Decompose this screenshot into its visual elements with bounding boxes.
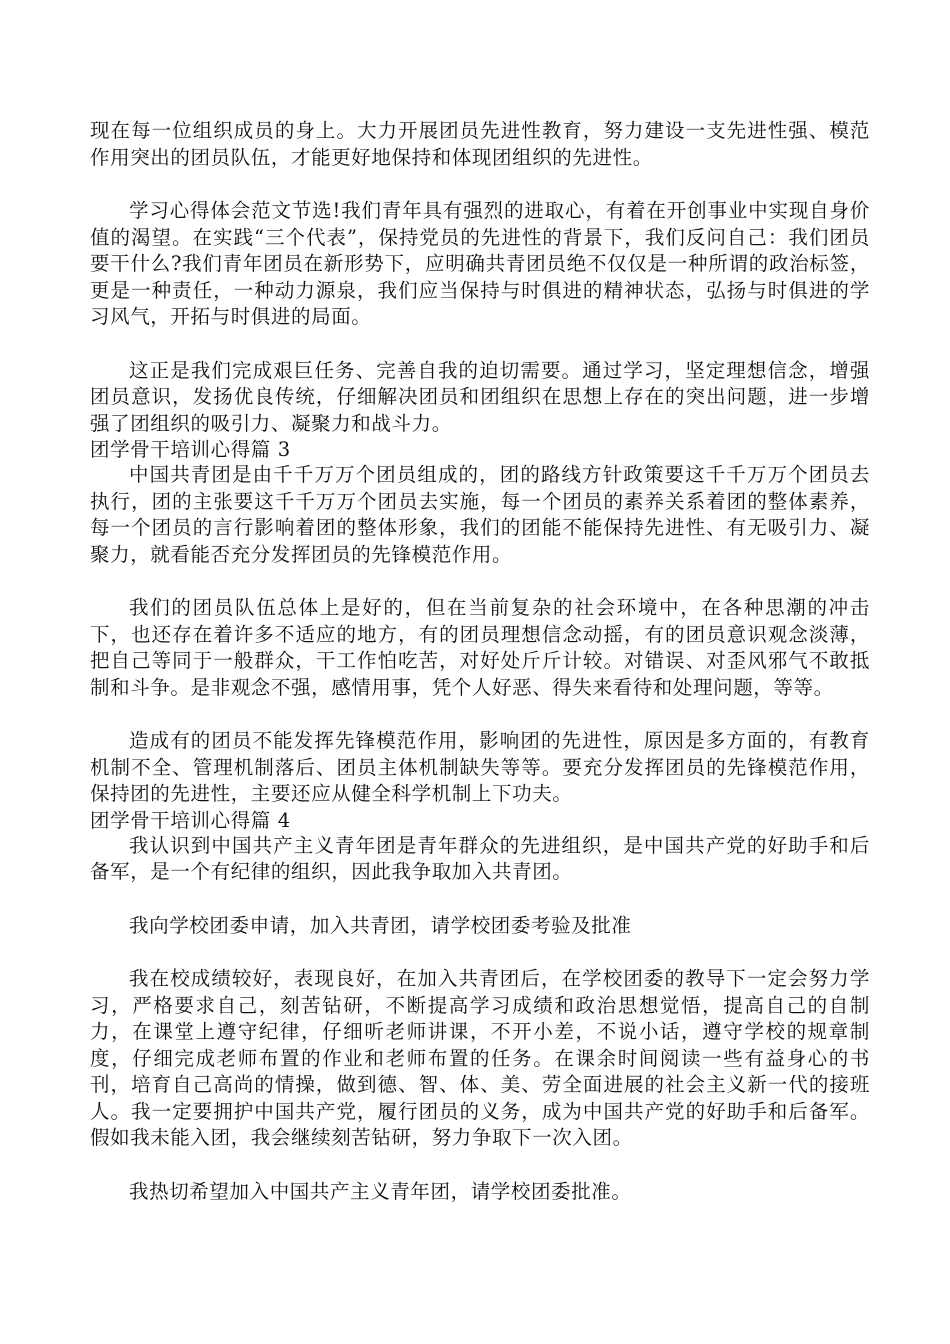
paragraph: 学习心得体会范文节选!我们青年具有强烈的进取心，有着在开创事业中实现自身价值的渴望。在实践“三个代表”，保持党员的先进性的背景下，我们反问自己：我们团员要干什么?我们青年团员在新形势下，应明确共青团员绝不仅仅是一种所谓的政治标签，更是一种责任，一种动力源泉，我们应当保持与时俱进的精神状态，弘扬与时俱进的学习风气，开拓与时俱进的局面。 (90, 199, 870, 328)
paragraph: 造成有的团员不能发挥先锋模范作用，影响团的先进性，原因是多方面的，有教育机制不全、管理机制落后、团员主体机制缺失等等。要充分发挥团员的先锋模范作用，保持团的先进性，主要还应从健全科学机制上下功夫。 (90, 729, 870, 805)
paragraph: 这正是我们完成艰巨任务、完善自我的迫切需要。通过学习，坚定理想信念，增强团员意识，发扬优良传统，仔细解决团员和团组织在思想上存在的突出问题，进一步增强了团组织的吸引力、凝聚力和战斗力。 (90, 358, 870, 435)
document-page (90, 118, 870, 1205)
paragraph: 我认识到中国共产主义青年团是青年群众的先进组织，是中国共产党的好助手和后备军，是一个有纪律的组织，因此我争取加入共青团。 (90, 833, 870, 883)
section-heading: 团学骨干培训心得篇 4 (90, 808, 291, 832)
paragraph: 我们的团员队伍总体上是好的，但在当前复杂的社会环境中，在各种思潮的冲击下，也还存在着许多不适应的地方，有的团员理想信念动摇，有的团员意识观念淡薄，把自己等同于一般群众，干工作怕吃苦，对好处斤斤计较。对错误、对歪风邪气不敢抵制和斗争。是非观念不强，感情用事，凭个人好恶、得失来看待和处理问题，等等。 (90, 596, 870, 699)
paragraph: 我在校成绩较好，表现良好，在加入共青团后，在学校团委的教导下一定会努力学习，严格要求自己，刻苦钻研，不断提高学习成绩和政治思想觉悟，提高自己的自制力，在课堂上遵守纪律，仔细听老师讲课，不开小差，不说小话，遵守学校的规章制度，仔细完成老师布置的作业和老师布置的任务。在课余时间阅读一些有益身心的书刊，培育自己高尚的情操，做到德、智、体、美、劳全面进展的社会主义新一代的接班人。我一定要拥护中国共产党，履行团员的义务，成为中国共产党的好助手和后备军。假如我未能入团，我会继续刻苦钻研，努力争取下一次入团。 (90, 967, 870, 1149)
paragraph: 现在每一位组织成员的身上。大力开展团员先进性教育，努力建设一支先进性强、模范作用突出的团员队伍，才能更好地保持和体现团组织的先进性。 (90, 119, 870, 169)
paragraph: 我热切希望加入中国共产主义青年团，请学校团委批准。 (129, 1179, 632, 1203)
paragraph: 我向学校团委申请，加入共青团，请学校团委考验及批准 (129, 913, 632, 937)
section-heading: 团学骨干培训心得篇 3 (90, 438, 291, 461)
paragraph: 中国共青团是由千千万万个团员组成的，团的路线方针政策要这千千万万个团员去执行，团的主张要这千千万万个团员去实施，每一个团员的素养关系着团的整体素养，每一个团员的言行影响着团的整体形象，我们的团能不能保持先进性、有无吸引力、凝聚力，就看能否充分发挥团员的先锋模范作用。 (90, 463, 870, 566)
